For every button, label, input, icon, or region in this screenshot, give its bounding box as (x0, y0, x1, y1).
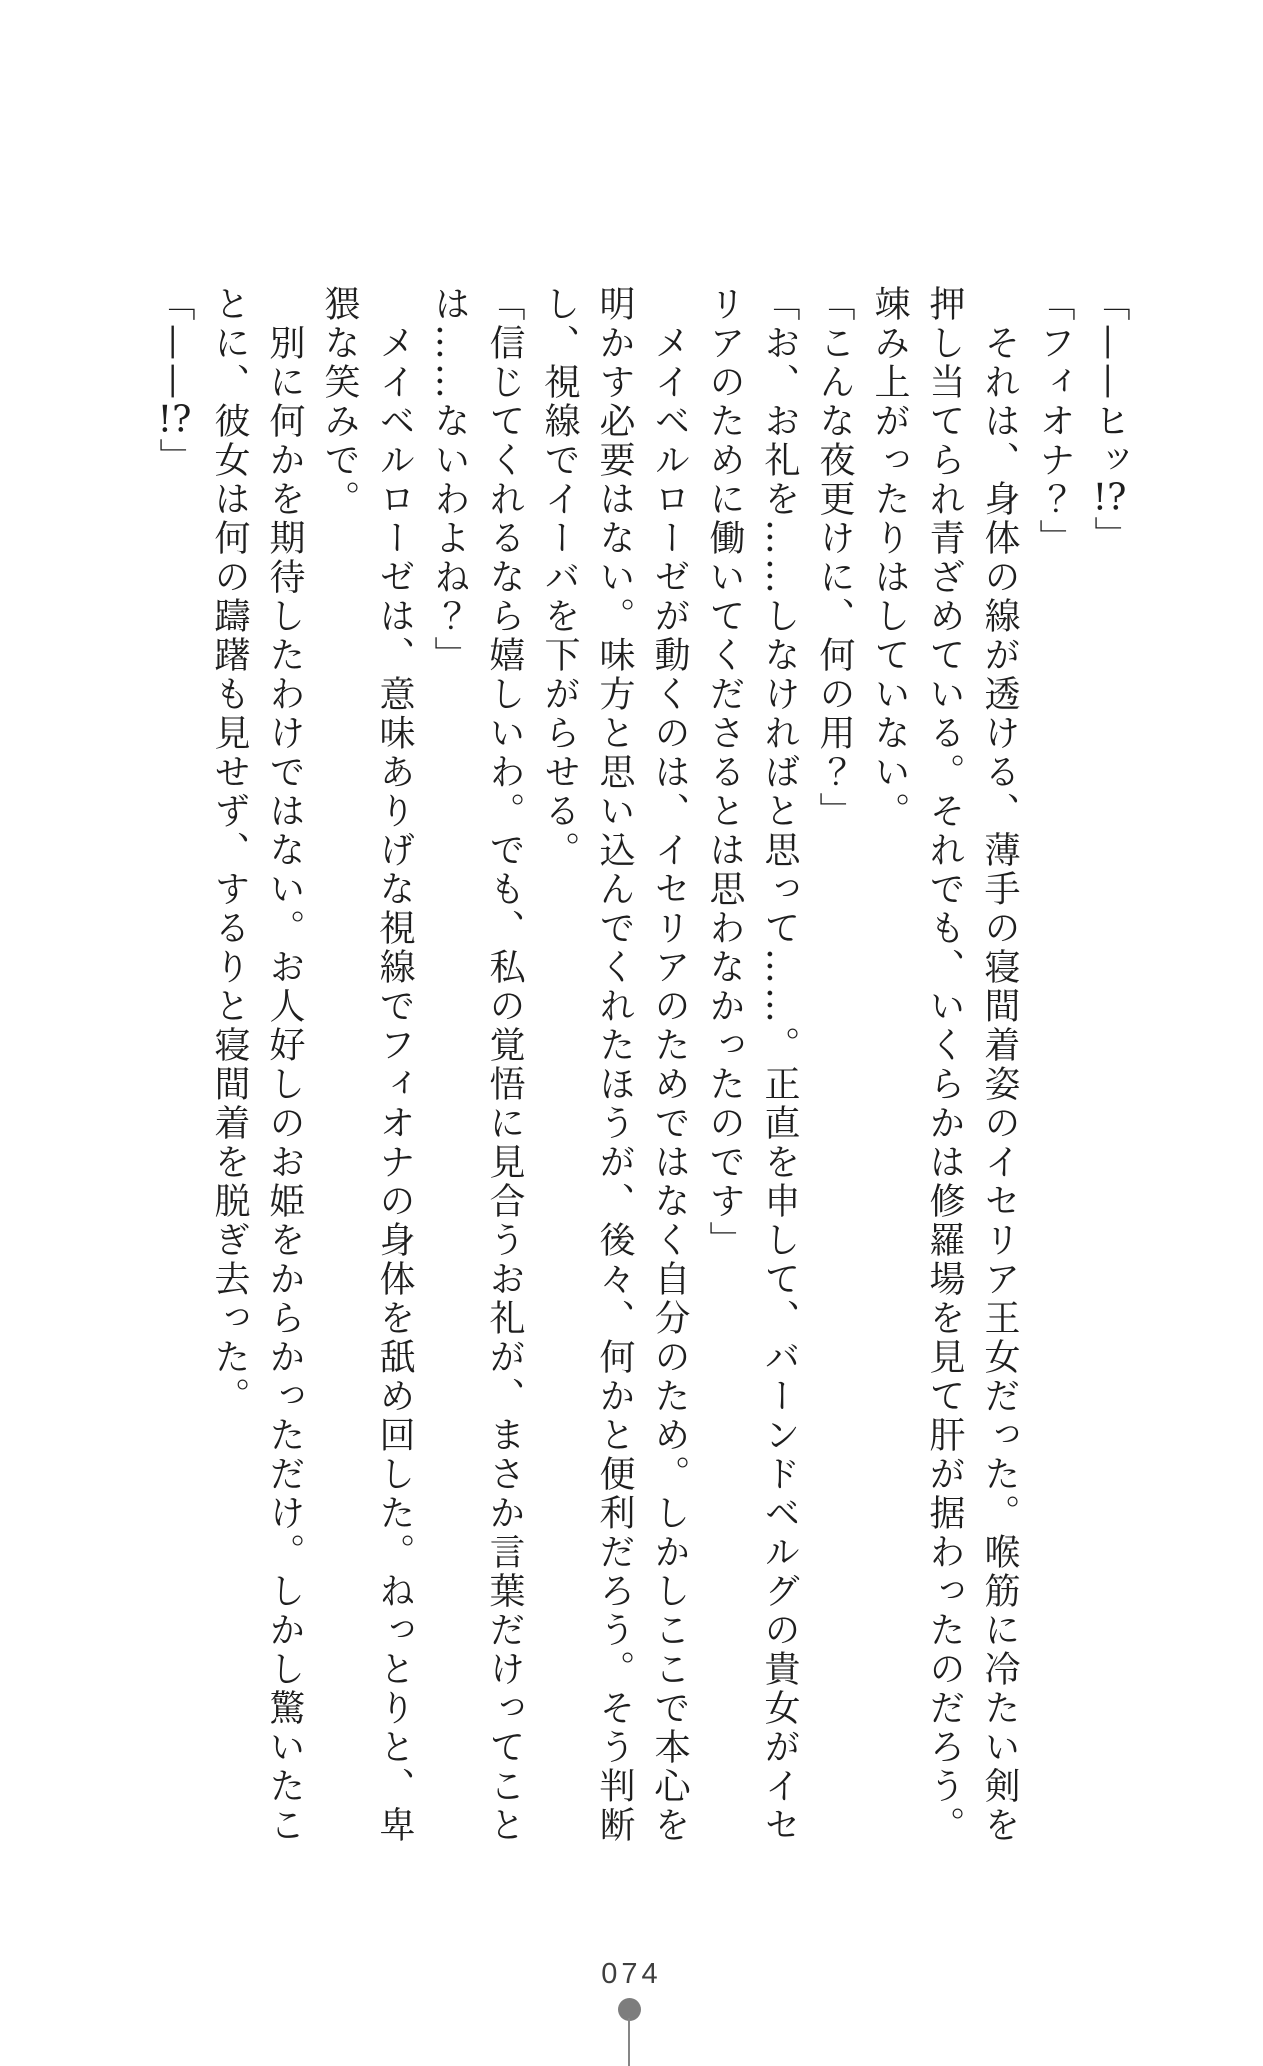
text-line (807, 285, 862, 1845)
text-line (587, 285, 642, 1845)
text-line (1027, 285, 1082, 1845)
text-line (697, 285, 752, 1845)
line-text: 」 (1089, 516, 1130, 555)
text-line (1082, 285, 1137, 1845)
line-text: 「お、お礼を……しなければと思って……。正直を申して、バーンドベルグの貴女がイセ (759, 285, 800, 1845)
line-text: 「こんな夜更けに、何の用？」 (814, 285, 855, 831)
line-text: は……ないわよね？」 (429, 285, 470, 675)
text-line (147, 285, 202, 1845)
line-text: それは、身体の線が透ける、薄手の寝間着姿のイセリア王女だった。喉筋に冷たい剣を (979, 285, 1020, 1845)
line-text: 「—— (154, 285, 195, 402)
text-line (752, 285, 807, 1845)
footer-dot-marker (618, 1998, 641, 2021)
line-text-tcy: !? (157, 402, 192, 438)
text-line (367, 285, 422, 1845)
line-text: リアのために働いてくださるとは思わなかったのです」 (704, 285, 745, 1260)
line-text: とに、彼女は何の躊躇も見せず、するりと寝間着を脱ぎ去った。 (209, 285, 250, 1416)
text-line (312, 285, 367, 1845)
text-line (202, 285, 257, 1845)
line-text: 「フィオナ？」 (1034, 285, 1075, 558)
line-text: 猥な笑みで。 (319, 285, 360, 519)
text-line (532, 285, 587, 1845)
line-text: 「——ヒッ (1089, 285, 1130, 480)
line-text: メイベルローゼは、意味ありげな視線でフィオナの身体を舐め回した。ねっとりと、卑 (374, 285, 415, 1845)
text-line (862, 285, 917, 1845)
line-text-tcy: !? (1092, 480, 1127, 516)
text-line (422, 285, 477, 1845)
line-text: 明かす必要はない。味方と思い込んでくれたほうが、後々、何かと便利だろう。そう判断 (594, 285, 635, 1845)
text-line (642, 285, 697, 1845)
line-text: 「信じてくれるなら嬉しいわ。でも、私の覚悟に見合うお礼が、まさか言葉だけってこと (484, 285, 525, 1845)
vertical-text-block (147, 285, 1137, 1845)
text-line (477, 285, 532, 1845)
line-text: 別に何かを期待したわけではない。お人好しのお姫をからかっただけ。しかし驚いたこ (264, 285, 305, 1845)
text-line (257, 285, 312, 1845)
line-text: し、視線でイーバを下がらせる。 (539, 285, 580, 870)
text-line (917, 285, 972, 1845)
line-text: 」 (154, 438, 195, 477)
line-text: メイベルローゼが動くのは、イセリアのためではなく自分のため。しかしここで本心を (649, 285, 690, 1845)
line-text: 押し当てられ青ざめている。それでも、いくらかは修羅場を見て肝が据わったのだろう。 (924, 285, 965, 1845)
line-text: 竦み上がったりはしていない。 (869, 285, 910, 831)
text-line (972, 285, 1027, 1845)
page-number: 074 (601, 1958, 662, 1990)
